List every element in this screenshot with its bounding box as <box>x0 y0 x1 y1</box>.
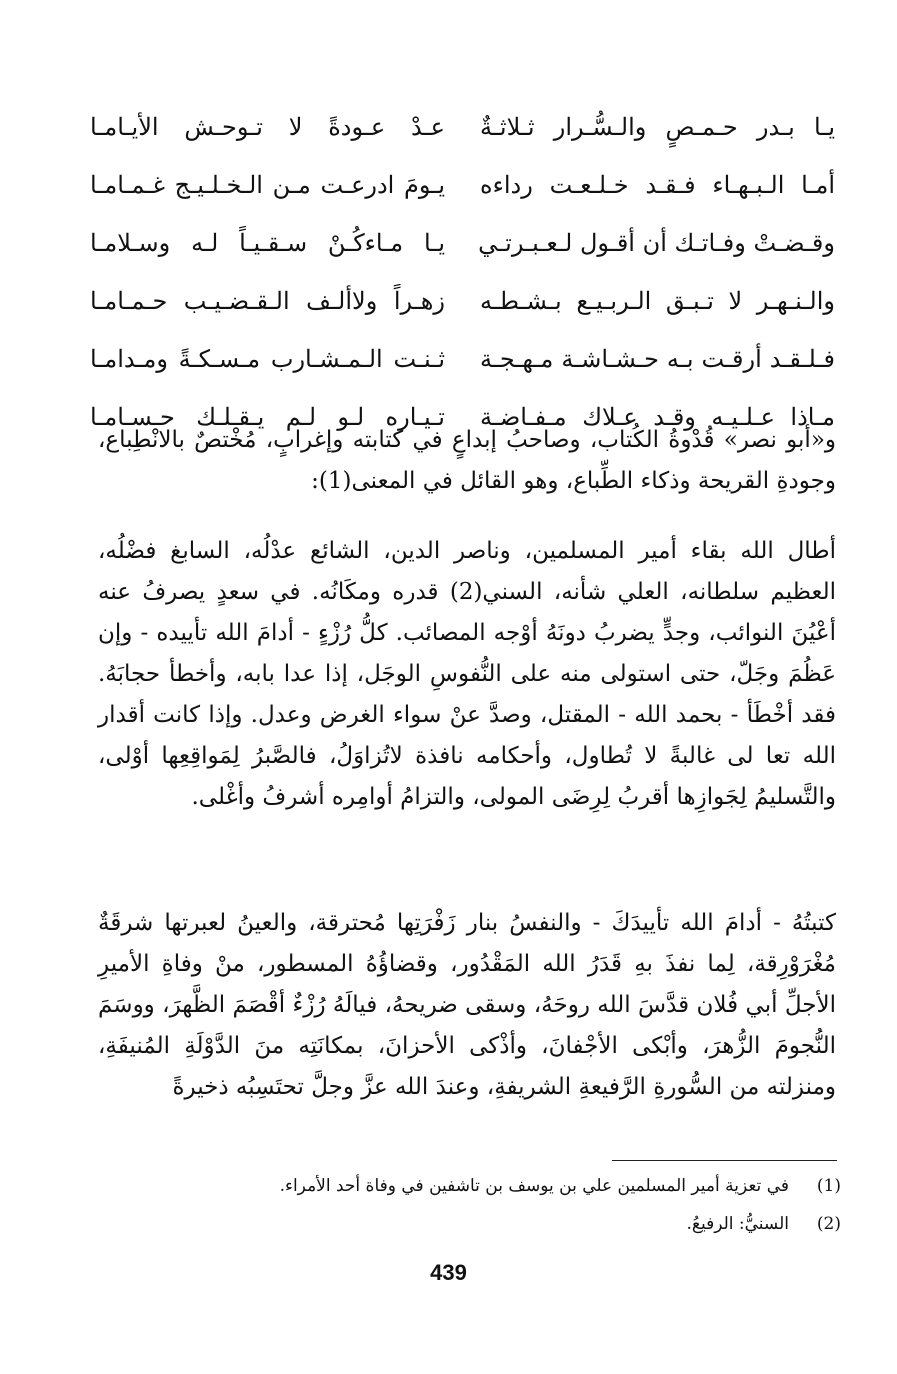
verse-first-hemistich: فـلـقـد أرقـت بـه حـشـاشـة مـهـجـة <box>480 345 835 373</box>
poem-verse <box>90 156 835 214</box>
footnote-text: في تعزية أمير المسلمين علي بن يوسف بن تاشفين في وفاة أحد الأمراء. <box>279 1176 789 1196</box>
footnote <box>280 1176 841 1196</box>
verse-first-hemistich: مـاذا عـلـيـه وقـد عـلاك مـفـاضـة <box>480 403 835 431</box>
poem-verse <box>90 214 835 272</box>
letter-paragraph-2: كتبتُهُ - أدامَ الله تأييدَكَ - والنفسُ بنار زَفْرَتِها مُحترقة، والعينُ لعبرتها شرقَةٌ مُغْرَوْرِقة، لِما نفذَ بهِ قَدَرُ الله المَقْدُور، وقضاؤُهُ المسطور، منْ وفاةِ الأميرِ الأجلِّ أبي فُلان قدَّسَ الله روحَهُ، وسقى ضريحهُ، فيالَهُ رُزْءٌ أقْصَمَ الظَّهرَ، ووسَمَ النُّجومَ الزُّهرَ، وأبْكى الأجْفانَ، وأذْكى الأحزانَ، بمكانَتِه منَ الدَّوْلَةِ المُنيفَةِ، ومنزلته من السُّورةِ الرَّفيعةِ الشريفةِ، وعندَ الله عزَّ وجلَّ تحتَسِبُه ذخيرةً <box>98 910 836 1100</box>
verse-second-hemistich: تـيـاره لـو لـم يـقـلـك حـسـامـا <box>90 403 445 431</box>
footnote <box>687 1214 842 1234</box>
poem-verse <box>90 98 835 156</box>
verse-first-hemistich: أمـا الـبـهـاء فـقـد خـلـعـت رداءه <box>480 171 835 199</box>
verse-second-hemistich: ثـنـت الـمـشـارب مـسـكـةً ومـدامـا <box>90 345 445 373</box>
verse-first-hemistich: وقـضـتْ وفـاتـك أن أقـول لـعـبـرتـي <box>478 229 835 257</box>
footnote-number: (1) <box>816 1176 841 1196</box>
verse-second-hemistich: زهـراً ولاألـف الـقـضـيـب حـمـامـا <box>90 287 445 315</box>
page-number: 439 <box>430 1260 467 1285</box>
verse-first-hemistich: يـا بـدر حـمـصٍ والـسُّـرار ثـلاثـةٌ <box>480 113 835 141</box>
footnote-divider <box>612 1160 837 1161</box>
poem <box>90 98 835 446</box>
verse-second-hemistich: يـومَ ادرعـت مـن الـخـلـيـج غـمـامـا <box>90 171 445 199</box>
verse-first-hemistich: والـنـهـر لا تـبـق الـربـيـع بـشـطـه <box>480 287 835 315</box>
poem-verse <box>90 272 835 330</box>
footnote-number: (2) <box>816 1214 841 1234</box>
letter-paragraph-1: أطال الله بقاء أمير المسلمين، وناصر الدين، الشائع عدْلُه، السابغ فضْلُه، العظيم سلطانه، العلي شأنه، السني(2) قدره ومكَانُه. في سعدٍ يصرفُ عنه أعْيُنَ النوائب، وجدٍّ يضربُ دونَهُ أوْجه المصائب. كلُّ رُزْءٍ - أدامَ الله تأييده - وإن عَظُمَ وجَلّ، حتى استولى منه على النُّفوسِ الوجَل، إذا عدا بابه، وأخطأ حجابَهُ. فقد أخْطَأ - بحمد الله - المقتل، وصدَّ عنْ سواء الغرض وعدل. وإذا كانت أقدار الله تعا لى غالبةً لا تُطاول، وأحكامه نافذة لاتُزاوَلُ، فالصَّبرُ لِمَواقِعِها أوْلى، والتَّسليمُ لِجَوازِها أقربُ لِرِضَى المولى، والتزامُ أوامِره أشرفُ وأغْلى. <box>98 538 836 810</box>
verse-second-hemistich: عـدْ عـودةً لا تـوحـش الأيـامـا <box>90 113 445 141</box>
verse-second-hemistich: يـا مـاءكُـنْ سـقـيـاً لـه وسـلامـا <box>90 229 445 257</box>
poem-verse <box>90 330 835 388</box>
intro-paragraph: و«أبو نصر» قُدْوةُ الكُتاب، وصاحبُ إبداعٍ في كتابته وإغرابٍ، مُخْتصٌ بالانْطِباع، وجودةِ القريحة وذكاء الطِّباع، وهو القائل في المعنى(1): <box>98 427 836 494</box>
footnote-text: السنيُّ: الرفيعُ. <box>686 1214 789 1234</box>
